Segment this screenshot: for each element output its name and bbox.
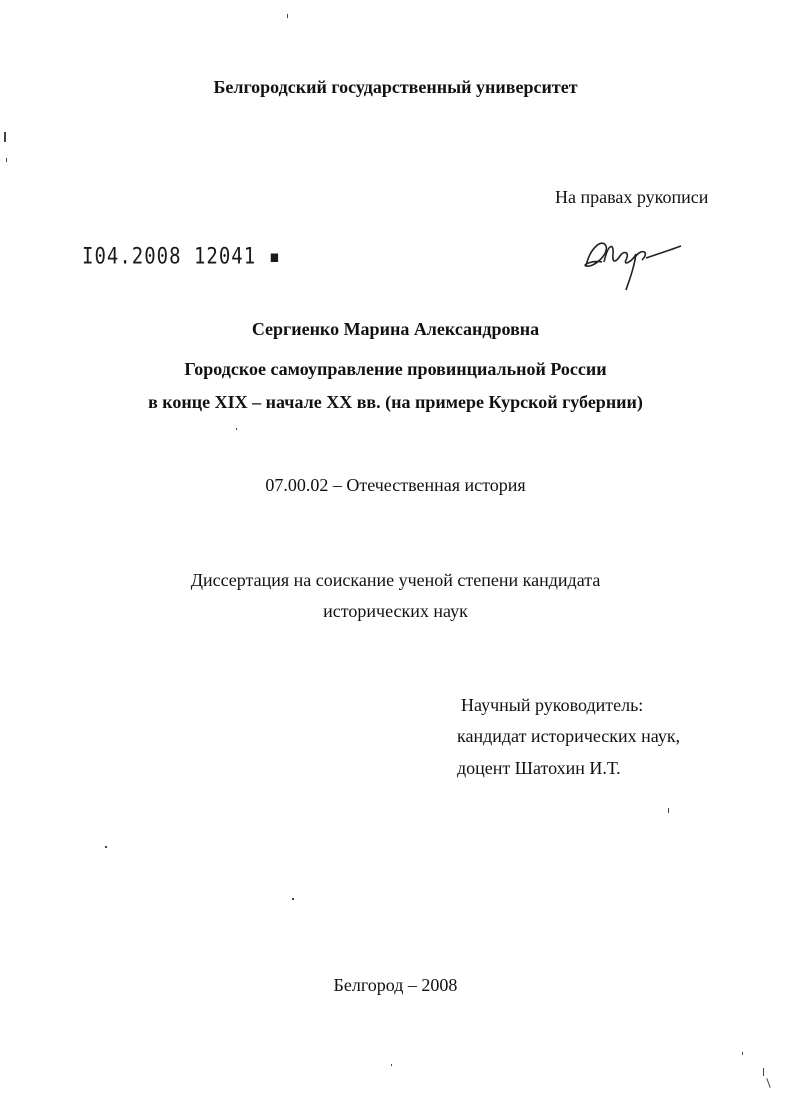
degree-line-1: Диссертация на соискание ученой степени кандидата [190,570,601,590]
scan-speck [6,158,7,162]
registration-stamp [82,244,281,269]
scan-speck [287,14,288,18]
scan-speck [742,1052,743,1055]
scan-speck [292,898,294,900]
scan-speck [391,1064,392,1066]
supervisor-label: Научный руководитель: [461,695,644,715]
author-signature [580,232,685,294]
scan-speck [668,808,669,813]
stamp-suffix-mark: ▪ [256,244,282,270]
scan-speck [763,1068,764,1076]
degree-line-2: исторических наук [323,601,468,621]
stamp-prefix-mark: I [82,244,95,270]
signature-stroke-3 [626,252,645,290]
signature-stroke-1 [585,243,606,266]
place-and-year: Белгород – 2008 [333,975,458,995]
university-name: Белгородский государственный университет [213,77,578,97]
dissertation-title-line-1: Городское самоуправление провинциальной России [184,359,607,379]
stamp-number: 04.2008 12041 [94,244,257,270]
specialty-code: 07.00.02 – Отечественная история [265,475,526,495]
supervisor-degree: кандидат исторических наук, [457,726,681,746]
author-name: Сергиенко Марина Александровна [251,319,540,339]
signature-stroke-4 [646,246,681,258]
scan-speck [766,1078,770,1088]
signature-stroke-2 [604,246,636,262]
scan-speck [4,132,6,142]
scan-speck [105,846,107,848]
supervisor-name: доцент Шатохин И.Т. [457,758,621,778]
scan-speck [236,428,237,430]
dissertation-title-line-2: в конце XIX – начале XX вв. (на примере Курской губернии) [148,392,643,412]
manuscript-rights-label: На правах рукописи [555,187,709,207]
